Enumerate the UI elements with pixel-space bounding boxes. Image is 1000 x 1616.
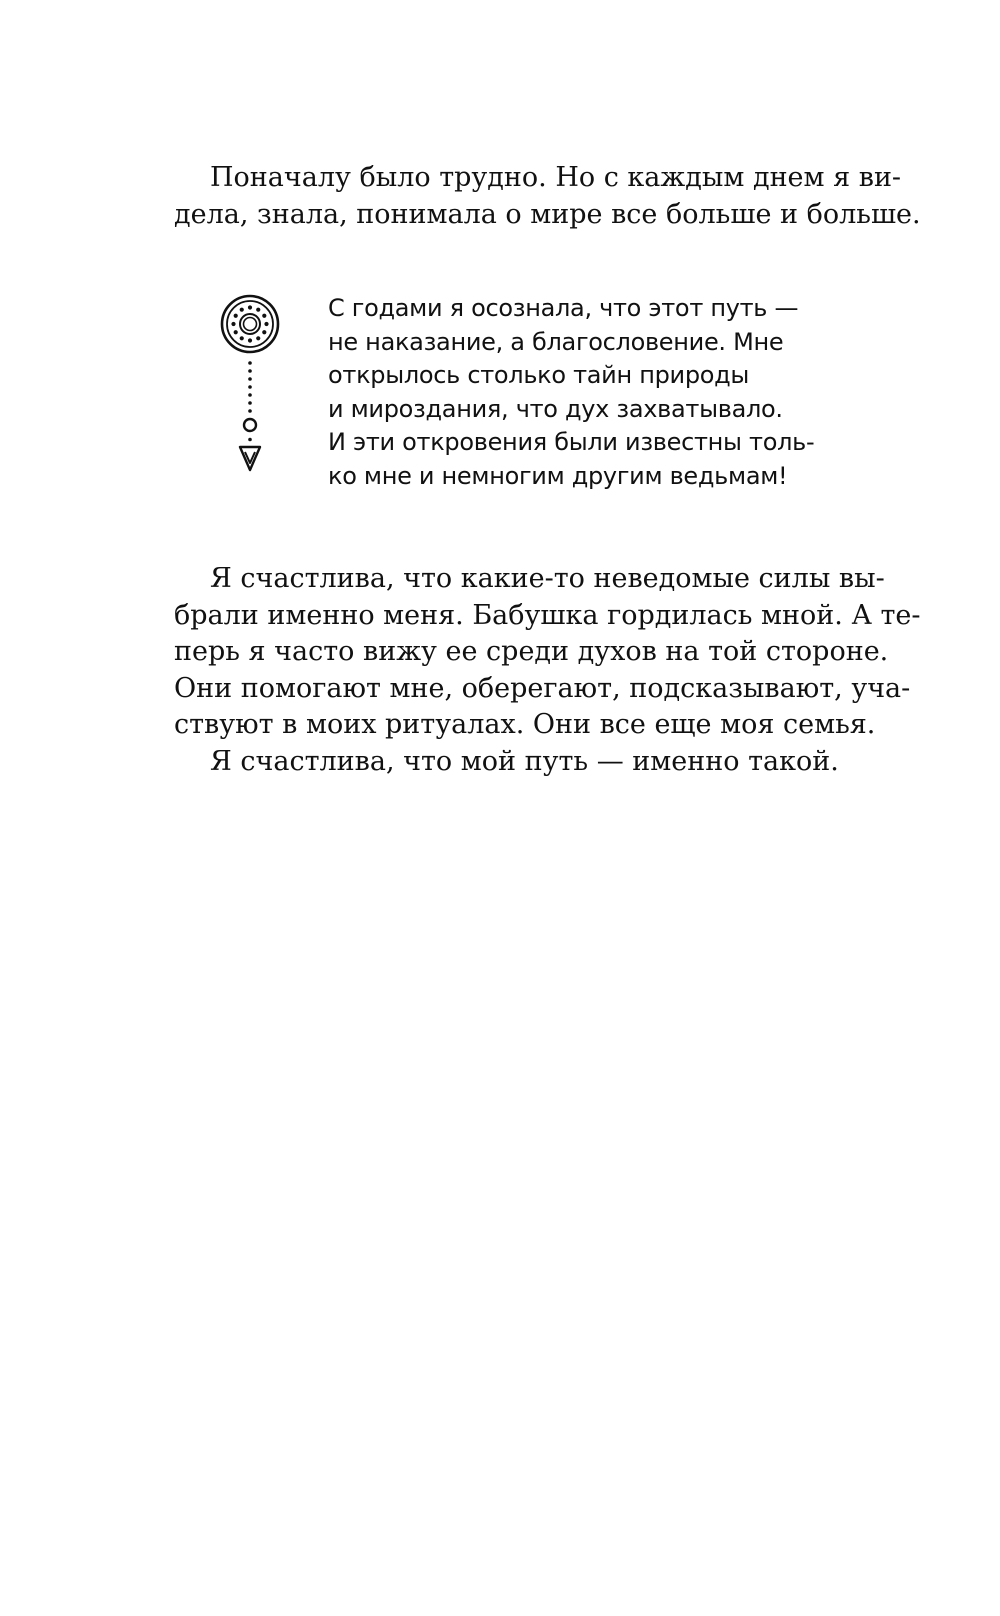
text-line: дела, знала, понимала о мире все больше и больше.: [174, 198, 921, 230]
callout-line: С годами я осознала, что этот путь —: [328, 294, 799, 322]
text-line: Поначалу было трудно. Но с каждым днем я ви-: [210, 162, 902, 193]
text-line: Они помогают мне, оберегают, подсказывают, уча-: [174, 672, 911, 704]
text-line: брали именно меня. Бабушка гордилась мной. А те-: [174, 599, 921, 631]
text-line: Я счастлива, что какие-то неведомые силы вы-: [210, 563, 885, 594]
text-line-final: Я счастлива, что мой путь — именно такой.: [210, 745, 839, 777]
callout-box: [218, 292, 818, 512]
callout-text: [328, 292, 815, 494]
callout-line: не наказание, а благословение. Мне: [328, 327, 784, 356]
text-line: перь я часто вижу ее среди духов на той стороне.: [174, 636, 889, 667]
callout-line: ко мне и немногим другим ведьмам!: [328, 461, 788, 490]
text-line: ствуют в моих ритуалах. Они все еще моя семья.: [174, 709, 876, 740]
callout-line: открылось столько тайн природы: [328, 361, 750, 390]
paragraph-main: [174, 561, 921, 780]
circle-dots-arrow-icon: [218, 292, 282, 492]
callout-line: и мироздания, что дух захватывало.: [328, 394, 783, 423]
callout-line: И эти откровения были известны толь-: [328, 428, 815, 457]
paragraph-intro: [174, 160, 921, 233]
